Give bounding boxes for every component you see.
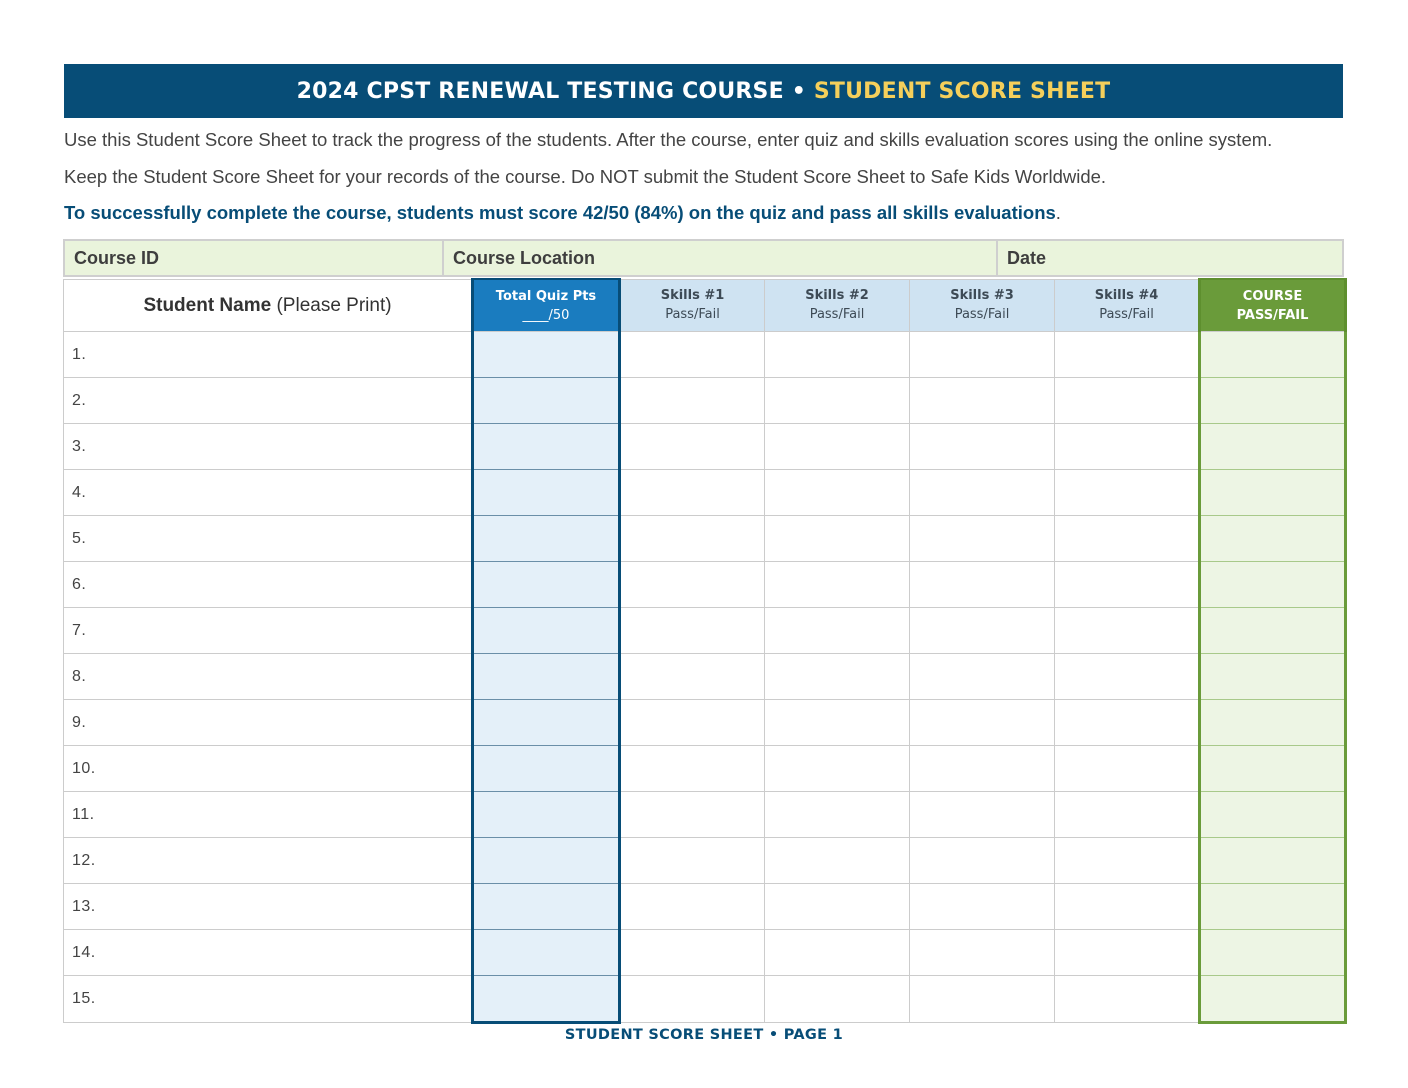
skills-2-cell[interactable]	[765, 746, 910, 792]
skills-4-cell[interactable]	[1055, 378, 1200, 424]
skills-4-title: Skills #4	[1094, 288, 1159, 304]
student-name-header	[64, 279, 473, 332]
table-row	[64, 976, 1346, 1023]
row-number: 9.	[72, 713, 87, 731]
student-name-cell[interactable]	[64, 424, 473, 470]
row-number: 2.	[72, 391, 87, 409]
row-number: 8.	[72, 667, 87, 685]
skills-3-cell[interactable]	[910, 700, 1055, 746]
table-row	[64, 516, 1346, 562]
skills-2-cell[interactable]	[765, 930, 910, 976]
skills-4-cell[interactable]	[1055, 424, 1200, 470]
skills-3-cell[interactable]	[910, 470, 1055, 516]
student-name-cell[interactable]	[64, 332, 473, 378]
skills-3-cell[interactable]	[910, 884, 1055, 930]
course-result-cell[interactable]	[1200, 424, 1346, 470]
skills-1-cell[interactable]	[620, 792, 765, 838]
row-number: 14.	[72, 943, 96, 961]
course-result-cell[interactable]	[1200, 746, 1346, 792]
course-pass-fail-header	[1200, 279, 1346, 332]
title-separator: •	[783, 78, 814, 104]
student-name-header-note: (Please Print)	[271, 294, 392, 316]
quiz-score-cell[interactable]	[473, 424, 620, 470]
skills-2-cell[interactable]	[765, 976, 910, 1023]
row-number: 5.	[72, 529, 87, 547]
skills-2-cell[interactable]	[765, 838, 910, 884]
skills-2-cell[interactable]	[765, 700, 910, 746]
table-row	[64, 332, 1346, 378]
intro-line-2: Keep the Student Score Sheet for your records of the course. Do NOT submit the Student Score Sheet to Safe Kids Worldwide.	[64, 166, 1107, 187]
row-number: 7.	[72, 621, 87, 639]
quiz-score-cell[interactable]	[473, 792, 620, 838]
student-name-cell[interactable]	[64, 378, 473, 424]
skills-1-cell[interactable]	[620, 746, 765, 792]
student-name-cell[interactable]	[64, 516, 473, 562]
quiz-score-cell[interactable]	[473, 976, 620, 1023]
title-main: 2024 CPST RENEWAL TESTING COURSE	[296, 78, 784, 104]
skills-4-cell[interactable]	[1055, 700, 1200, 746]
quiz-score-cell[interactable]	[473, 470, 620, 516]
row-number: 13.	[72, 897, 96, 915]
course-result-cell[interactable]	[1200, 516, 1346, 562]
table-row	[64, 608, 1346, 654]
skills-4-cell[interactable]	[1055, 470, 1200, 516]
skills-3-cell[interactable]	[910, 654, 1055, 700]
student-name-cell[interactable]	[64, 470, 473, 516]
skills-3-cell[interactable]	[910, 608, 1055, 654]
skills-3-sub: Pass/Fail	[954, 307, 1010, 323]
table-row	[64, 792, 1346, 838]
skills-4-header	[1055, 279, 1200, 332]
skills-1-cell[interactable]	[620, 976, 765, 1023]
quiz-score-cell[interactable]	[473, 654, 620, 700]
course-result-cell[interactable]	[1200, 378, 1346, 424]
title-banner	[64, 64, 1343, 118]
quiz-score-cell[interactable]	[473, 700, 620, 746]
skills-4-cell[interactable]	[1055, 838, 1200, 884]
course-header-line-2: PASS/FAIL	[1236, 307, 1309, 323]
skills-1-cell[interactable]	[620, 424, 765, 470]
student-name-cell[interactable]	[64, 700, 473, 746]
skills-2-cell[interactable]	[765, 424, 910, 470]
skills-2-sub: Pass/Fail	[809, 307, 865, 323]
skills-4-cell[interactable]	[1055, 608, 1200, 654]
table-row	[64, 700, 1346, 746]
skills-4-cell[interactable]	[1055, 746, 1200, 792]
skills-3-cell[interactable]	[910, 838, 1055, 884]
skills-1-cell[interactable]	[620, 332, 765, 378]
intro-requirement	[64, 202, 1061, 224]
course-header-line-1: COURSE	[1242, 288, 1303, 304]
skills-1-cell[interactable]	[620, 930, 765, 976]
date-field[interactable]	[997, 240, 1343, 276]
skills-1-cell[interactable]	[620, 378, 765, 424]
skills-1-cell[interactable]	[620, 838, 765, 884]
skills-3-cell[interactable]	[910, 424, 1055, 470]
skills-3-cell[interactable]	[910, 378, 1055, 424]
table-row	[64, 930, 1346, 976]
skills-1-cell[interactable]	[620, 516, 765, 562]
date-label: Date	[1007, 247, 1047, 268]
table-row	[64, 838, 1346, 884]
skills-3-cell[interactable]	[910, 930, 1055, 976]
student-name-cell[interactable]	[64, 884, 473, 930]
row-number: 3.	[72, 437, 87, 455]
title-highlight: STUDENT SCORE SHEET	[813, 78, 1111, 104]
student-name-cell[interactable]	[64, 654, 473, 700]
quiz-score-cell[interactable]	[473, 930, 620, 976]
student-name-cell[interactable]	[64, 930, 473, 976]
table-row	[64, 654, 1346, 700]
course-id-field[interactable]	[64, 240, 443, 276]
student-name-cell[interactable]	[64, 976, 473, 1023]
table-row	[64, 470, 1346, 516]
course-result-cell[interactable]	[1200, 562, 1346, 608]
quiz-score-cell[interactable]	[473, 608, 620, 654]
course-result-cell[interactable]	[1200, 332, 1346, 378]
course-id-label: Course ID	[74, 247, 160, 268]
course-result-cell[interactable]	[1200, 608, 1346, 654]
skills-1-cell[interactable]	[620, 884, 765, 930]
skills-3-cell[interactable]	[910, 792, 1055, 838]
row-number: 6.	[72, 575, 87, 593]
skills-4-cell[interactable]	[1055, 654, 1200, 700]
course-result-cell[interactable]	[1200, 470, 1346, 516]
skills-2-cell[interactable]	[765, 378, 910, 424]
intro-line-1: Use this Student Score Sheet to track the progress of the students. After the course, enter quiz and skills evaluation scores using the online system.	[64, 129, 1273, 150]
quiz-score-cell[interactable]	[473, 746, 620, 792]
skills-3-cell[interactable]	[910, 516, 1055, 562]
skills-4-cell[interactable]	[1055, 930, 1200, 976]
table-row	[64, 378, 1346, 424]
quiz-score-cell[interactable]	[473, 378, 620, 424]
total-quiz-header	[473, 279, 620, 332]
quiz-score-cell[interactable]	[473, 516, 620, 562]
course-result-cell[interactable]	[1200, 930, 1346, 976]
row-number: 12.	[72, 851, 96, 869]
row-number: 15.	[72, 990, 96, 1007]
skills-2-cell[interactable]	[765, 470, 910, 516]
course-location-label: Course Location	[453, 247, 596, 268]
row-number: 10.	[72, 759, 96, 777]
skills-4-cell[interactable]	[1055, 516, 1200, 562]
skills-2-cell[interactable]	[765, 562, 910, 608]
requirement-text: To successfully complete the course, students must score 42/50 (84%) on the quiz and pass all skills evaluations	[64, 202, 1056, 223]
row-number: 11.	[72, 805, 95, 823]
skills-1-cell[interactable]	[620, 470, 765, 516]
student-name-cell[interactable]	[64, 838, 473, 884]
page-footer: STUDENT SCORE SHEET • PAGE 1	[564, 1027, 844, 1043]
table-row	[64, 562, 1346, 608]
table-row	[64, 884, 1346, 930]
quiz-score-cell[interactable]	[473, 562, 620, 608]
course-result-cell[interactable]	[1200, 884, 1346, 930]
skills-1-title: Skills #1	[660, 288, 725, 304]
skills-4-cell[interactable]	[1055, 562, 1200, 608]
total-quiz-title: Total Quiz Pts	[495, 288, 597, 304]
course-result-cell[interactable]	[1200, 976, 1346, 1023]
skills-2-cell[interactable]	[765, 792, 910, 838]
total-quiz-sub: ____/50	[522, 307, 570, 323]
skills-2-cell[interactable]	[765, 516, 910, 562]
course-info-table	[63, 239, 1344, 277]
student-name-cell[interactable]	[64, 746, 473, 792]
student-name-cell[interactable]	[64, 562, 473, 608]
skills-1-cell[interactable]	[620, 700, 765, 746]
skills-3-header	[910, 279, 1055, 332]
student-name-cell[interactable]	[64, 608, 473, 654]
skills-2-cell[interactable]	[765, 332, 910, 378]
table-row	[64, 746, 1346, 792]
skills-3-title: Skills #3	[950, 288, 1014, 304]
course-result-cell[interactable]	[1200, 654, 1346, 700]
skills-2-cell[interactable]	[765, 608, 910, 654]
skills-2-title: Skills #2	[805, 288, 869, 304]
skills-2-cell[interactable]	[765, 884, 910, 930]
course-location-field[interactable]	[443, 240, 997, 276]
skills-1-cell[interactable]	[620, 654, 765, 700]
skills-3-cell[interactable]	[910, 976, 1055, 1023]
skills-4-sub: Pass/Fail	[1099, 307, 1154, 323]
skills-3-cell[interactable]	[910, 746, 1055, 792]
skills-1-sub: Pass/Fail	[665, 307, 720, 323]
requirement-period: .	[1055, 202, 1061, 223]
course-result-cell[interactable]	[1200, 700, 1346, 746]
skills-4-cell[interactable]	[1055, 792, 1200, 838]
quiz-score-cell[interactable]	[473, 838, 620, 884]
skills-1-cell[interactable]	[620, 562, 765, 608]
skills-4-cell[interactable]	[1055, 332, 1200, 378]
skills-1-cell[interactable]	[620, 608, 765, 654]
course-result-cell[interactable]	[1200, 838, 1346, 884]
quiz-score-cell[interactable]	[473, 332, 620, 378]
row-number: 1.	[72, 345, 87, 363]
student-name-cell[interactable]	[64, 792, 473, 838]
score-table-header	[64, 279, 1346, 332]
skills-2-cell[interactable]	[765, 654, 910, 700]
course-result-cell[interactable]	[1200, 792, 1346, 838]
skills-4-cell[interactable]	[1055, 884, 1200, 930]
student-name-header-bold: Student Name	[143, 294, 272, 316]
table-row	[64, 424, 1346, 470]
skills-4-cell[interactable]	[1055, 976, 1200, 1023]
skills-3-cell[interactable]	[910, 562, 1055, 608]
student-score-table	[63, 278, 1347, 1024]
skills-2-header	[765, 279, 910, 332]
row-number: 4.	[72, 483, 87, 501]
quiz-score-cell[interactable]	[473, 884, 620, 930]
skills-1-header	[620, 279, 765, 332]
skills-3-cell[interactable]	[910, 332, 1055, 378]
